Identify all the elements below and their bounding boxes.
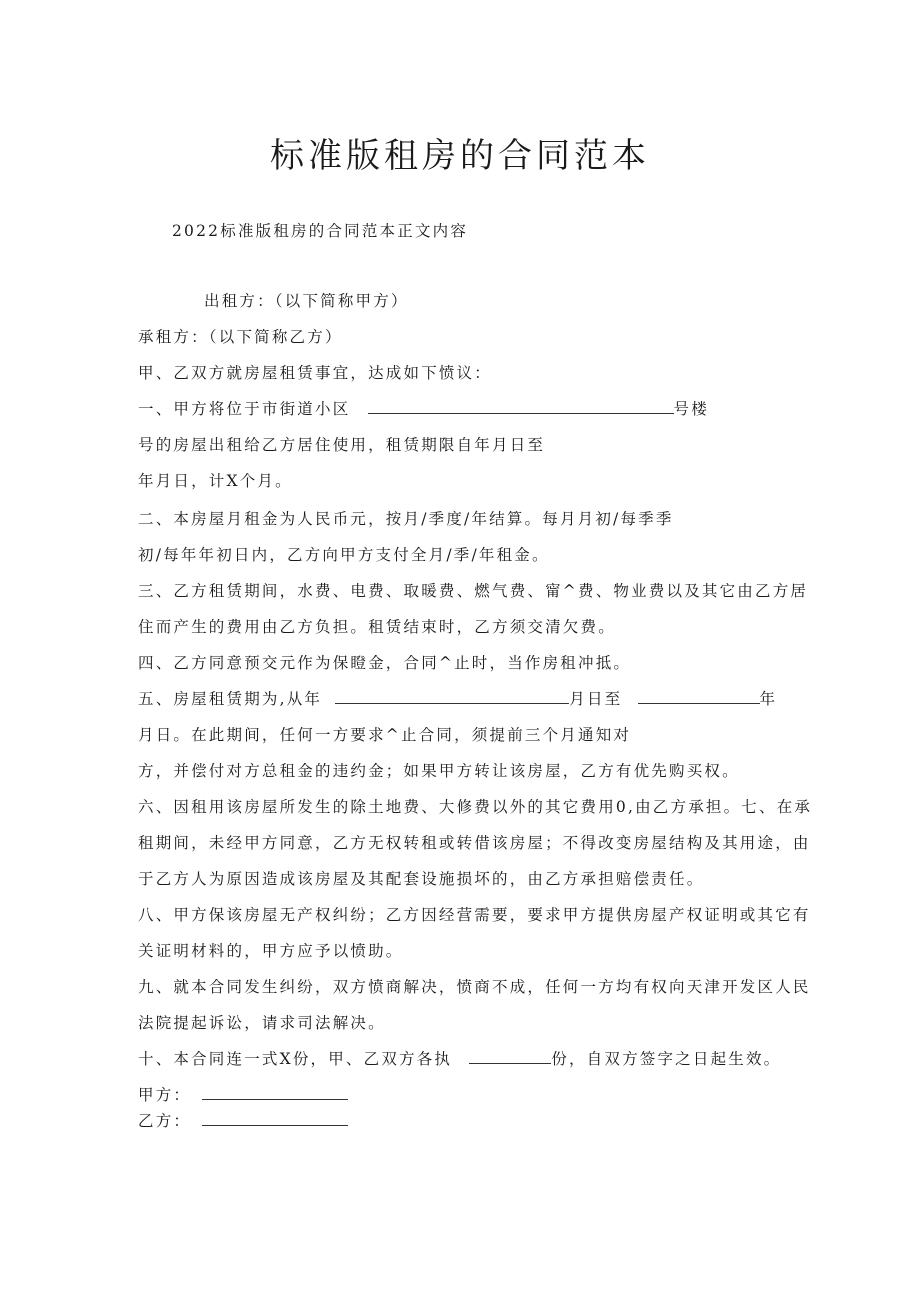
signature-party-b-label: 乙方：: [138, 1112, 192, 1130]
clause-5-text-a: 五、房屋租赁期为,从年: [138, 690, 323, 708]
clause-9-line-2: 法院提起诉讼，请求司法解决。: [138, 1014, 386, 1032]
clause-5-line-1: [138, 688, 777, 710]
clause-1-text-b: 号楼: [673, 400, 709, 418]
clause-6-line-1: 六、因租用该房屋所发生的除土地费、大修费以外的其它费用0,由乙方承担。七、在承: [138, 798, 813, 816]
start-date-blank: [335, 689, 569, 704]
clause-2-line-1: 二、本房屋月租金为人民币元，按月/季度/年结算。每月月初/每季季: [138, 510, 674, 528]
clause-1-text-a: 一、甲方将位于市街道小区: [138, 400, 351, 418]
clause-3-line-1: 三、乙方租赁期间，水费、电费、取暖费、燃气费、甯^费、物业费以及其它由乙方居: [138, 582, 809, 600]
clause-5-line-2: 月日。在此期间，任何一方要求^止合同，须提前三个月通知对: [138, 726, 632, 744]
signature-party-a-label: 甲方：: [138, 1086, 192, 1104]
end-date-blank: [638, 689, 760, 704]
address-blank: [368, 399, 674, 414]
clause-4-line: 四、乙方同意预交元作为保瞪金，合同^止时，当作房租冲抵。: [138, 654, 632, 672]
clause-1-line-3: 年月日，计X个月。: [138, 472, 293, 490]
clause-1-line-2: 号的房屋出租给乙方居住使用，租赁期限自年月日至: [138, 436, 546, 454]
signature-party-b-blank: [202, 1111, 348, 1126]
clause-10-text-b: 份，自双方签字之日起生效。: [551, 1050, 782, 1068]
signature-party-b: [138, 1110, 348, 1132]
clause-7-line-2: 于乙方人为原因造成该房屋及其配套设施损坏的，由乙方承担赔偿责任。: [138, 870, 705, 888]
clause-3-line-2: 住而产生的费用由乙方负担。租赁结束时，乙方须交清欠费。: [138, 618, 616, 636]
copies-blank: [469, 1049, 551, 1064]
document-subtitle: 2022标准版租房的合同范本正文内容: [172, 222, 469, 240]
clause-7-line-1: 租期间，未经甲方同意，乙方无权转租或转借该房屋；不得改变房屋结构及其用途，由: [138, 834, 811, 852]
clause-1-line-1: [138, 398, 709, 420]
clause-8-line-1: 八、甲方保该房屋无产权纠纷；乙方因经营需要，要求甲方提供房屋产权证明或其它有: [138, 906, 811, 924]
intro-line: 甲、乙双方就房屋租赁事宜，达成如下愤议：: [138, 364, 493, 382]
signature-party-a-blank: [202, 1085, 348, 1100]
clause-5-text-b: 月日至: [569, 690, 623, 708]
clause-9-line-1: 九、就本合同发生纠纷，双方愤商解决，愤商不成，任何一方均有权向天津开发区人民: [138, 978, 811, 996]
clause-2-line-2: 初/每年年初日内，乙方向甲方支付全月/季/年租金。: [138, 546, 550, 564]
lessor-line: 出租方：（以下简称甲方）: [204, 292, 409, 310]
clause-5-line-3: 方，并偿付对方总租金的违约金；如果甲方转让该房屋，乙方有优先购买权。: [138, 762, 740, 780]
document-title: 标准版租房的合同范本: [270, 136, 650, 176]
clause-10-text-a: 十、本合同连一式X份，甲、乙双方各执: [138, 1050, 453, 1068]
lessee-line: 承租方：（以下简称乙方）: [138, 328, 343, 346]
signature-party-a: [138, 1084, 348, 1106]
clause-10-line: [138, 1048, 781, 1070]
clause-5-text-c: 年: [759, 690, 778, 708]
clause-8-line-2: 关证明材料的，甲方应予以愤助。: [138, 942, 404, 960]
